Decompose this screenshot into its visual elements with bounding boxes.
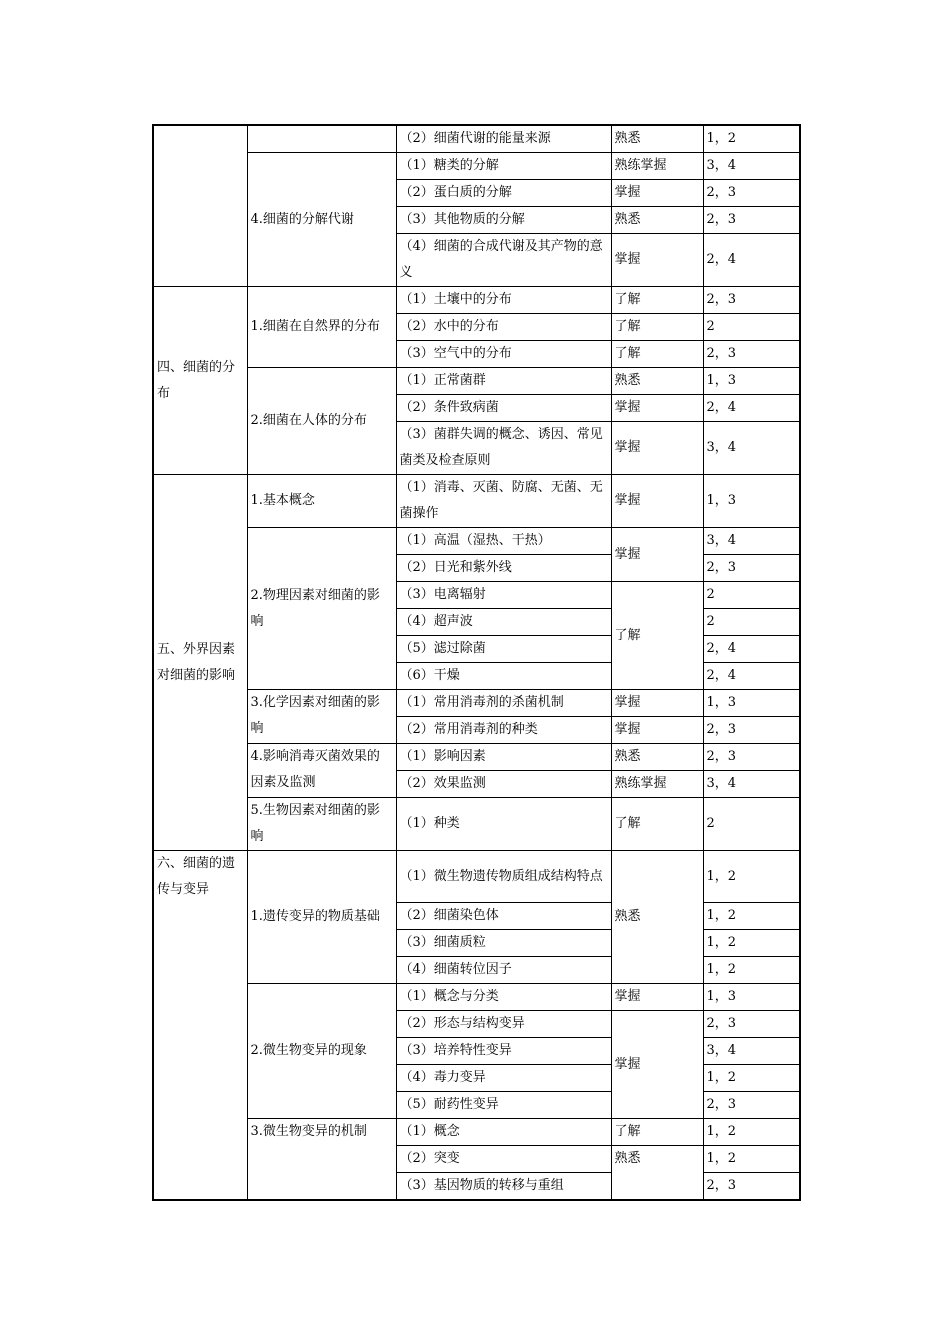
- level-cell: 掌握: [611, 395, 703, 422]
- unit-cell: 1，2: [703, 1146, 800, 1173]
- topic-cell: 2.物理因素对细菌的影响: [247, 528, 396, 690]
- level-cell: 熟练掌握: [611, 153, 703, 180]
- level-cell: 了解: [611, 798, 703, 851]
- item-cell: （1）消毒、灭菌、防腐、无菌、无菌操作: [396, 475, 611, 528]
- unit-cell: 1，2: [703, 1119, 800, 1146]
- level-cell: 了解: [611, 582, 703, 690]
- unit-cell: 1，2: [703, 125, 800, 153]
- unit-cell: 2，3: [703, 1011, 800, 1038]
- item-cell: （3）培养特性变异: [396, 1038, 611, 1065]
- item-cell: （4）毒力变异: [396, 1065, 611, 1092]
- topic-cell: 1.细菌在自然界的分布: [247, 287, 396, 368]
- item-cell: （2）常用消毒剂的种类: [396, 717, 611, 744]
- unit-cell: 2，4: [703, 636, 800, 663]
- unit-cell: 1，3: [703, 984, 800, 1011]
- unit-cell: 3，4: [703, 528, 800, 555]
- item-cell: （2）形态与结构变异: [396, 1011, 611, 1038]
- section-cell: 五、外界因素对细菌的影响: [153, 475, 247, 851]
- topic-cell: 2.细菌在人体的分布: [247, 368, 396, 475]
- item-cell: （2）条件致病菌: [396, 395, 611, 422]
- unit-cell: 2，3: [703, 207, 800, 234]
- item-cell: （1）微生物遗传物质组成结构特点: [396, 851, 611, 903]
- unit-cell: 2，4: [703, 234, 800, 287]
- level-cell: 熟练掌握: [611, 771, 703, 798]
- unit-cell: 2: [703, 582, 800, 609]
- item-cell: （1）常用消毒剂的杀菌机制: [396, 690, 611, 717]
- item-cell: （2）蛋白质的分解: [396, 180, 611, 207]
- item-cell: （1）正常菌群: [396, 368, 611, 395]
- topic-cell: 1.基本概念: [247, 475, 396, 528]
- level-cell: 掌握: [611, 422, 703, 475]
- unit-cell: 2，3: [703, 287, 800, 314]
- table-row: [153, 798, 800, 851]
- level-cell: 掌握: [611, 984, 703, 1011]
- level-cell: 掌握: [611, 234, 703, 287]
- table-row: [153, 984, 800, 1011]
- table-row: [153, 368, 800, 395]
- level-cell: 掌握: [611, 180, 703, 207]
- level-cell: 了解: [611, 287, 703, 314]
- item-cell: （2）效果监测: [396, 771, 611, 798]
- item-cell: （2）细菌染色体: [396, 903, 611, 930]
- item-cell: （3）电离辐射: [396, 582, 611, 609]
- item-cell: （3）空气中的分布: [396, 341, 611, 368]
- unit-cell: 1，2: [703, 930, 800, 957]
- unit-cell: 2，3: [703, 744, 800, 771]
- unit-cell: 1，2: [703, 957, 800, 984]
- item-cell: （5）耐药性变异: [396, 1092, 611, 1119]
- item-cell: （3）基因物质的转移与重组: [396, 1173, 611, 1201]
- item-cell: （4）超声波: [396, 609, 611, 636]
- item-cell: （5）滤过除菌: [396, 636, 611, 663]
- level-cell: 熟悉: [611, 744, 703, 771]
- level-cell: 了解: [611, 314, 703, 341]
- table-row: [153, 851, 800, 903]
- level-cell: 熟悉: [611, 368, 703, 395]
- unit-cell: 1，2: [703, 1065, 800, 1092]
- unit-cell: 2，3: [703, 555, 800, 582]
- table-row: [153, 690, 800, 717]
- topic-cell: 3.微生物变异的机制: [247, 1119, 396, 1201]
- item-cell: （4）细菌转位因子: [396, 957, 611, 984]
- section-cell: 六、细菌的遗传与变异: [153, 851, 247, 1201]
- item-cell: （3）细菌质粒: [396, 930, 611, 957]
- topic-cell: 3.化学因素对细菌的影响: [247, 690, 396, 744]
- item-cell: （1）高温（湿热、干热）: [396, 528, 611, 555]
- unit-cell: 2，3: [703, 1092, 800, 1119]
- unit-cell: 3，4: [703, 153, 800, 180]
- level-cell: 掌握: [611, 690, 703, 717]
- unit-cell: 1，3: [703, 690, 800, 717]
- unit-cell: 3，4: [703, 1038, 800, 1065]
- table-row: [153, 744, 800, 771]
- item-cell: （1）概念与分类: [396, 984, 611, 1011]
- topic-cell: 4.影响消毒灭菌效果的因素及监测: [247, 744, 396, 798]
- item-cell: （1）概念: [396, 1119, 611, 1146]
- unit-cell: 1，2: [703, 851, 800, 903]
- table-row: [153, 1119, 800, 1146]
- table-row: [153, 153, 800, 180]
- level-cell: 掌握: [611, 528, 703, 582]
- level-cell: 掌握: [611, 475, 703, 528]
- unit-cell: 1，3: [703, 368, 800, 395]
- item-cell: （2）突变: [396, 1146, 611, 1173]
- item-cell: （1）糖类的分解: [396, 153, 611, 180]
- unit-cell: 1，3: [703, 475, 800, 528]
- item-cell: （2）细菌代谢的能量来源: [396, 125, 611, 153]
- table-row: [153, 528, 800, 555]
- level-cell: 了解: [611, 1119, 703, 1146]
- table-row: [153, 475, 800, 528]
- item-cell: （1）影响因素: [396, 744, 611, 771]
- level-cell: 熟悉: [611, 207, 703, 234]
- unit-cell: 2，4: [703, 663, 800, 690]
- unit-cell: 2，3: [703, 180, 800, 207]
- unit-cell: 3，4: [703, 771, 800, 798]
- unit-cell: 1，2: [703, 903, 800, 930]
- level-cell: 熟悉: [611, 1146, 703, 1201]
- unit-cell: 2: [703, 314, 800, 341]
- unit-cell: 2，4: [703, 395, 800, 422]
- section-cell: [153, 125, 247, 287]
- topic-cell: 5.生物因素对细菌的影响: [247, 798, 396, 851]
- level-cell: 掌握: [611, 717, 703, 744]
- unit-cell: 3，4: [703, 422, 800, 475]
- item-cell: （6）干燥: [396, 663, 611, 690]
- unit-cell: 2，3: [703, 341, 800, 368]
- level-cell: 了解: [611, 341, 703, 368]
- item-cell: （2）日光和紫外线: [396, 555, 611, 582]
- level-cell: 熟悉: [611, 125, 703, 153]
- topic-cell: 4.细菌的分解代谢: [247, 153, 396, 287]
- item-cell: （3）菌群失调的概念、诱因、常见菌类及检查原则: [396, 422, 611, 475]
- level-cell: 掌握: [611, 1011, 703, 1119]
- item-cell: （4）细菌的合成代谢及其产物的意义: [396, 234, 611, 287]
- table-row: [153, 287, 800, 314]
- topic-cell: 2.微生物变异的现象: [247, 984, 396, 1119]
- item-cell: （1）土壤中的分布: [396, 287, 611, 314]
- section-cell: 四、细菌的分布: [153, 287, 247, 475]
- unit-cell: 2，3: [703, 1173, 800, 1201]
- table-row: [153, 125, 800, 153]
- unit-cell: 2: [703, 609, 800, 636]
- level-cell: 熟悉: [611, 851, 703, 984]
- item-cell: （1）种类: [396, 798, 611, 851]
- unit-cell: 2，3: [703, 717, 800, 744]
- unit-cell: 2: [703, 798, 800, 851]
- item-cell: （3）其他物质的分解: [396, 207, 611, 234]
- syllabus-table: [152, 124, 801, 1201]
- topic-cell: [247, 125, 396, 153]
- item-cell: （2）水中的分布: [396, 314, 611, 341]
- topic-cell: 1.遗传变异的物质基础: [247, 851, 396, 984]
